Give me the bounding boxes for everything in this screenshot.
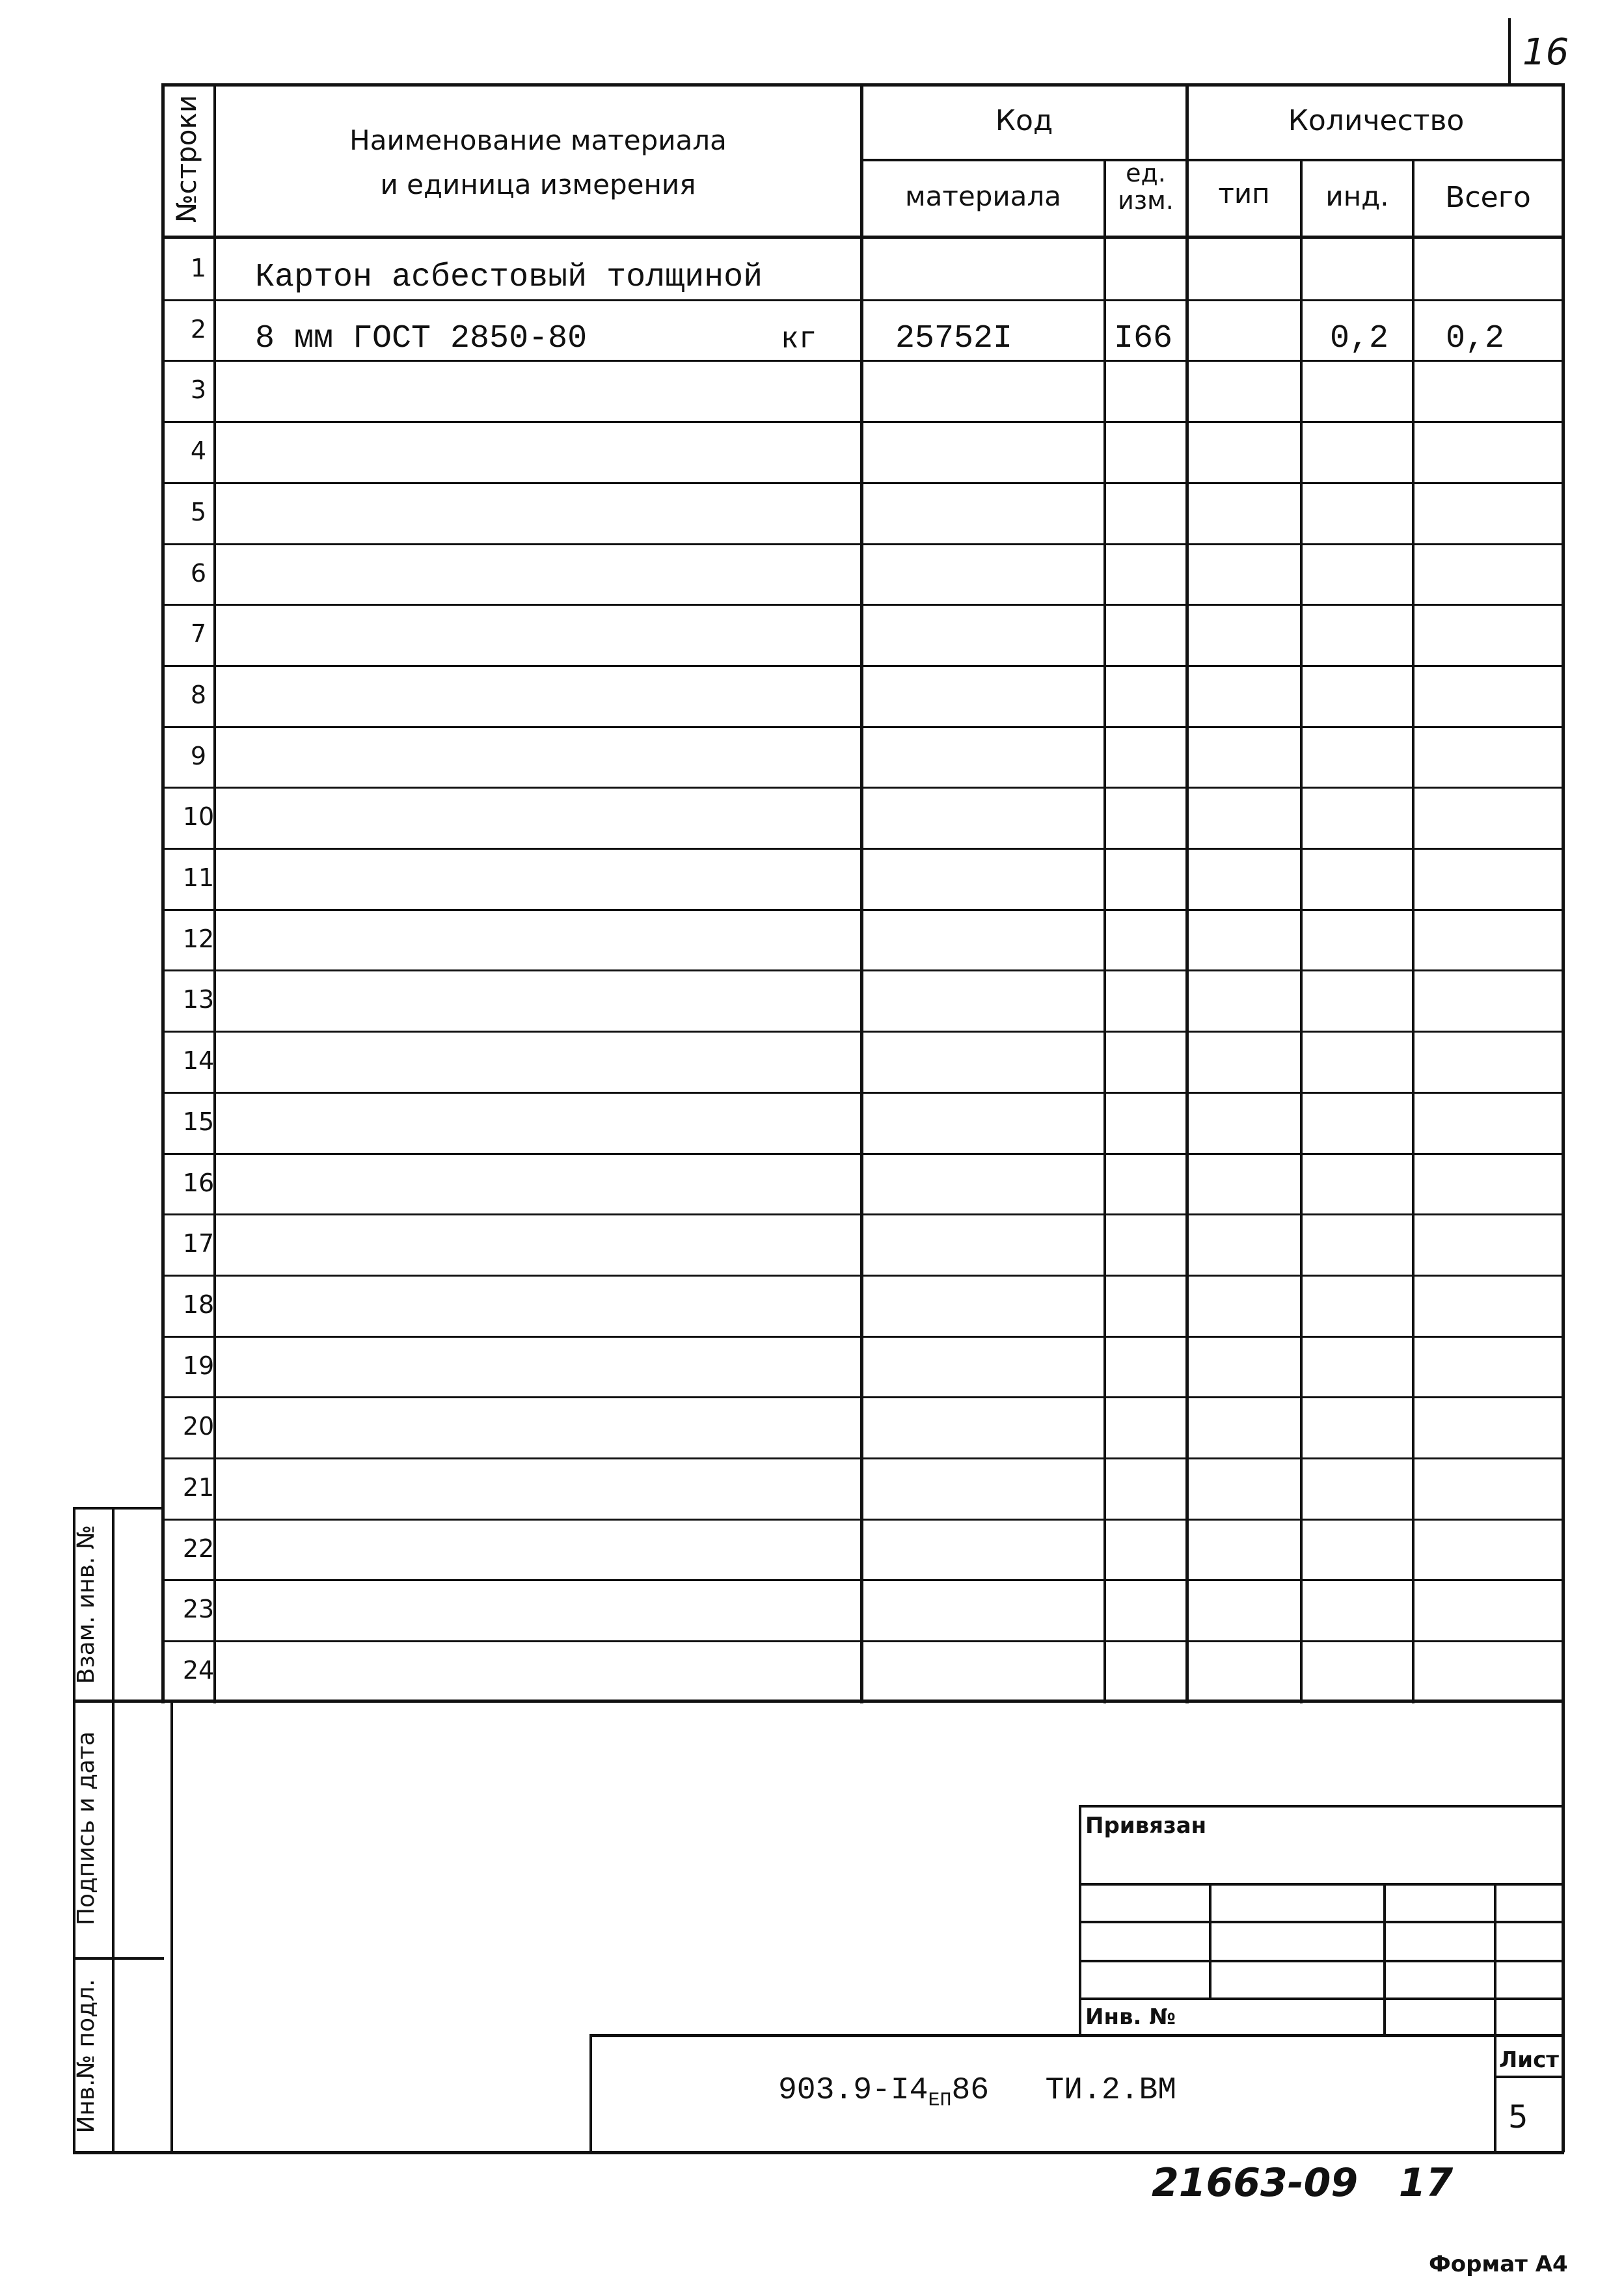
row-number: 19 bbox=[182, 1351, 215, 1380]
row-number: 8 bbox=[190, 681, 207, 709]
col-line-material bbox=[1103, 159, 1106, 1703]
row-separator bbox=[164, 299, 1563, 301]
header-code-unit bbox=[1106, 160, 1185, 215]
row-separator bbox=[164, 1519, 1563, 1521]
document-code-subscript: ЕП bbox=[928, 2089, 952, 2112]
row-2-unit-code: I66 bbox=[1114, 320, 1173, 357]
header-qty-ind: инд. bbox=[1325, 180, 1389, 212]
row-number: 10 bbox=[182, 802, 215, 831]
row-number: 14 bbox=[182, 1046, 215, 1075]
row-number: 18 bbox=[182, 1290, 215, 1319]
tb-inv-no: Инв. № bbox=[1085, 2004, 1176, 2030]
tb-line-2 bbox=[1079, 1921, 1564, 1923]
row-separator bbox=[164, 482, 1563, 484]
tb-col-2 bbox=[1383, 1883, 1386, 2035]
header-name-line2: и единица измерения bbox=[380, 169, 696, 200]
row-number: 22 bbox=[182, 1534, 215, 1563]
corner-divider bbox=[1508, 18, 1511, 83]
tb-line-4 bbox=[1079, 1998, 1564, 2000]
row-number: 3 bbox=[190, 375, 207, 404]
code-box-left bbox=[589, 2034, 592, 2152]
row-number: 11 bbox=[182, 863, 215, 892]
col-line-type bbox=[1300, 159, 1303, 1703]
row-separator bbox=[164, 969, 1563, 971]
row-separator bbox=[164, 726, 1563, 728]
row-number: 24 bbox=[182, 1656, 215, 1685]
col-line-code bbox=[1185, 83, 1189, 1703]
row-separator bbox=[164, 1457, 1563, 1459]
list-divider bbox=[1494, 2076, 1564, 2078]
row-number: 16 bbox=[182, 1169, 215, 1197]
side-label-vzam: Взам. инв. № bbox=[73, 1524, 100, 1685]
row-number: 15 bbox=[182, 1107, 215, 1136]
row-separator bbox=[164, 1153, 1563, 1155]
document-code bbox=[778, 2073, 1176, 2112]
row-separator bbox=[164, 1275, 1563, 1277]
row-2-ind: 0,2 bbox=[1330, 320, 1389, 357]
frame-inner-left bbox=[170, 1700, 173, 2152]
header-code-unit-line2: изм. bbox=[1118, 185, 1174, 215]
row-separator bbox=[164, 1031, 1563, 1033]
header-qty-type: тип bbox=[1218, 178, 1270, 210]
tb-col-3 bbox=[1494, 1883, 1496, 2152]
tb-privyazan: Привязан bbox=[1085, 1813, 1207, 1839]
row-number: 9 bbox=[190, 742, 207, 770]
row-number: 1 bbox=[190, 254, 207, 282]
tb-line-1 bbox=[1079, 1883, 1564, 1886]
header-code-material: материала bbox=[904, 180, 1061, 212]
header-code: Код bbox=[995, 104, 1053, 137]
format-label: Формат А4 bbox=[1429, 2251, 1568, 2277]
document-code-prefix: 903.9-I4 bbox=[778, 2073, 928, 2108]
row-number: 6 bbox=[190, 559, 207, 588]
row-1-name: Картон асбестовый толщиной bbox=[255, 259, 763, 296]
table-left-border bbox=[161, 83, 165, 1703]
header-code-unit-line1: ед. bbox=[1126, 159, 1166, 187]
row-number: 17 bbox=[182, 1229, 215, 1258]
row-number: 21 bbox=[182, 1473, 215, 1502]
row-separator bbox=[164, 604, 1563, 606]
row-separator bbox=[164, 1213, 1563, 1215]
row-separator bbox=[164, 665, 1563, 667]
row-separator bbox=[164, 360, 1563, 362]
header-subdivider bbox=[860, 159, 1564, 161]
row-separator bbox=[164, 848, 1563, 850]
row-separator bbox=[164, 1640, 1563, 1642]
tb-line-3 bbox=[1079, 1960, 1564, 1962]
tb-col-1 bbox=[1209, 1883, 1211, 1999]
header-name-line1: Наименование материала bbox=[349, 124, 727, 156]
row-number: 5 bbox=[190, 498, 207, 526]
side-block-inner bbox=[112, 1507, 115, 2152]
code-box-top bbox=[589, 2034, 1564, 2037]
col-line-name bbox=[860, 83, 863, 1703]
row-number: 23 bbox=[182, 1595, 215, 1623]
row-2-unit: кг bbox=[781, 323, 817, 357]
table-right-border bbox=[1562, 83, 1565, 2152]
row-number: 12 bbox=[182, 925, 215, 953]
row-separator bbox=[164, 1092, 1563, 1094]
row-number: 13 bbox=[182, 985, 215, 1014]
tb-top bbox=[1079, 1805, 1564, 1808]
side-label-podpis: Подпись и дата bbox=[73, 1731, 100, 1926]
side-label-inv-podl: Инв.№ подл. bbox=[73, 1979, 100, 2133]
row-number: 7 bbox=[190, 619, 207, 648]
row-separator bbox=[164, 421, 1563, 423]
page-bottom-border bbox=[73, 2151, 1564, 2154]
row-separator bbox=[164, 1579, 1563, 1581]
header-row-number: №строки bbox=[170, 94, 202, 223]
row-2-name: 8 мм ГОСТ 2850-80 bbox=[255, 320, 588, 357]
row-separator bbox=[164, 787, 1563, 789]
row-number: 20 bbox=[182, 1412, 215, 1441]
row-separator bbox=[164, 1336, 1563, 1338]
handwritten-number: 21663-09 17 bbox=[1152, 2160, 1454, 2206]
document-code-suffix: 86 ТИ.2.ВМ bbox=[951, 2073, 1177, 2108]
row-2-material-code: 25752I bbox=[895, 320, 1013, 357]
list-number: 5 bbox=[1508, 2099, 1528, 2135]
row-number: 2 bbox=[190, 315, 207, 344]
list-label: Лист bbox=[1499, 2047, 1559, 2073]
col-line-ind bbox=[1412, 159, 1414, 1703]
sheet-number-top: 16 bbox=[1522, 31, 1569, 74]
table-bottom-border bbox=[73, 1700, 1564, 1703]
row-separator bbox=[164, 1396, 1563, 1398]
header-quantity: Количество bbox=[1288, 104, 1465, 137]
row-separator bbox=[164, 543, 1563, 545]
header-qty-total: Всего bbox=[1445, 181, 1531, 214]
row-separator bbox=[164, 909, 1563, 911]
row-number: 4 bbox=[190, 437, 207, 465]
row-2-total: 0,2 bbox=[1446, 320, 1505, 357]
